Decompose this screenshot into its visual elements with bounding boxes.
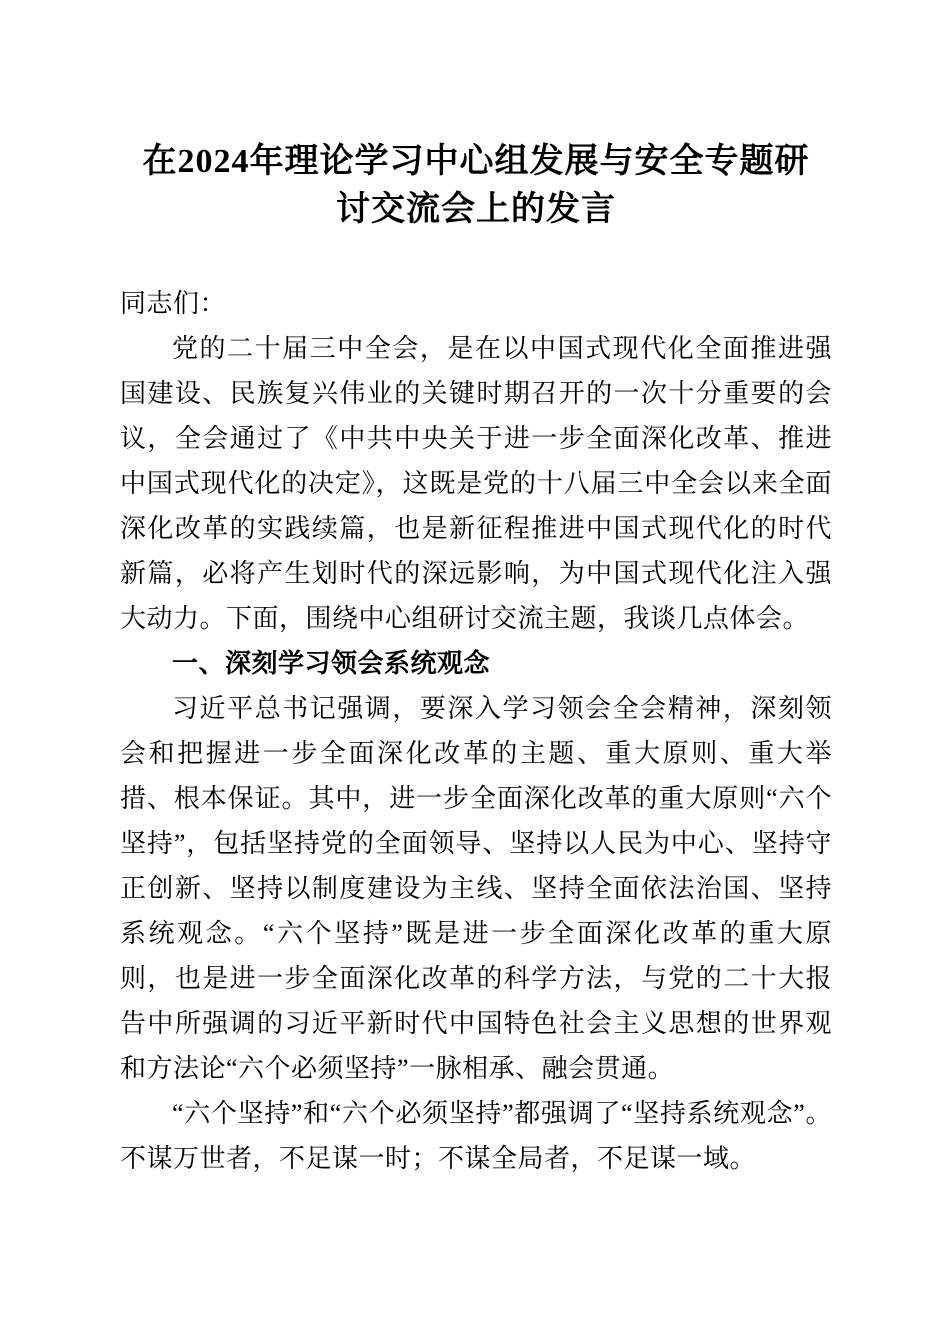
paragraph-intro: 党的二十届三中全会，是在以中国式现代化全面推进强国建设、民族复兴伟业的关键时期召开的一次十分重要的会议，全会通过了《中共中央关于进一步全面深化改革、推进中国式现代化的决定》，这既是党的十八届三中全会以来全面深化改革的实践续篇，也是新征程推进中国式现代化的时代新篇，必将产生划时代的深远影响，为中国式现代化注入强大动力。下面，围绕中心组研讨交流主题，我谈几点体会。: [120, 333, 832, 633]
document-body: [120, 281, 832, 1181]
document-title: 在2024年理论学习中心组发展与安全专题研讨交流会上的发言: [142, 143, 810, 229]
paragraph-section1-body: 习近平总书记强调，要深入学习领会全会精神，深刻领会和把握进一步全面深化改革的主题、重大原则、重大举措、根本保证。其中，进一步全面深化改革的重大原则“六个坚持”，包括坚持党的全面领导、坚持以人民为中心、坚持守正创新、坚持以制度建设为主线、坚持全面依法治国、坚持系统观念。“六个坚持”既是进一步全面深化改革的重大原则，也是进一步全面深化改革的科学方法，与党的二十大报告中所强调的习近平新时代中国特色社会主义思想的世界观和方法论“六个必须坚持”一脉相承、融会贯通。: [120, 693, 832, 1083]
section-heading-1: 一、深刻学习领会系统观念: [172, 648, 491, 678]
salutation: 同志们：: [120, 288, 227, 318]
paragraph-section1-quote: “六个坚持”和“六个必须坚持”都强调了“坚持系统观念”。不谋万世者，不足谋一时；不谋全局者，不足谋一域。: [120, 1098, 832, 1173]
